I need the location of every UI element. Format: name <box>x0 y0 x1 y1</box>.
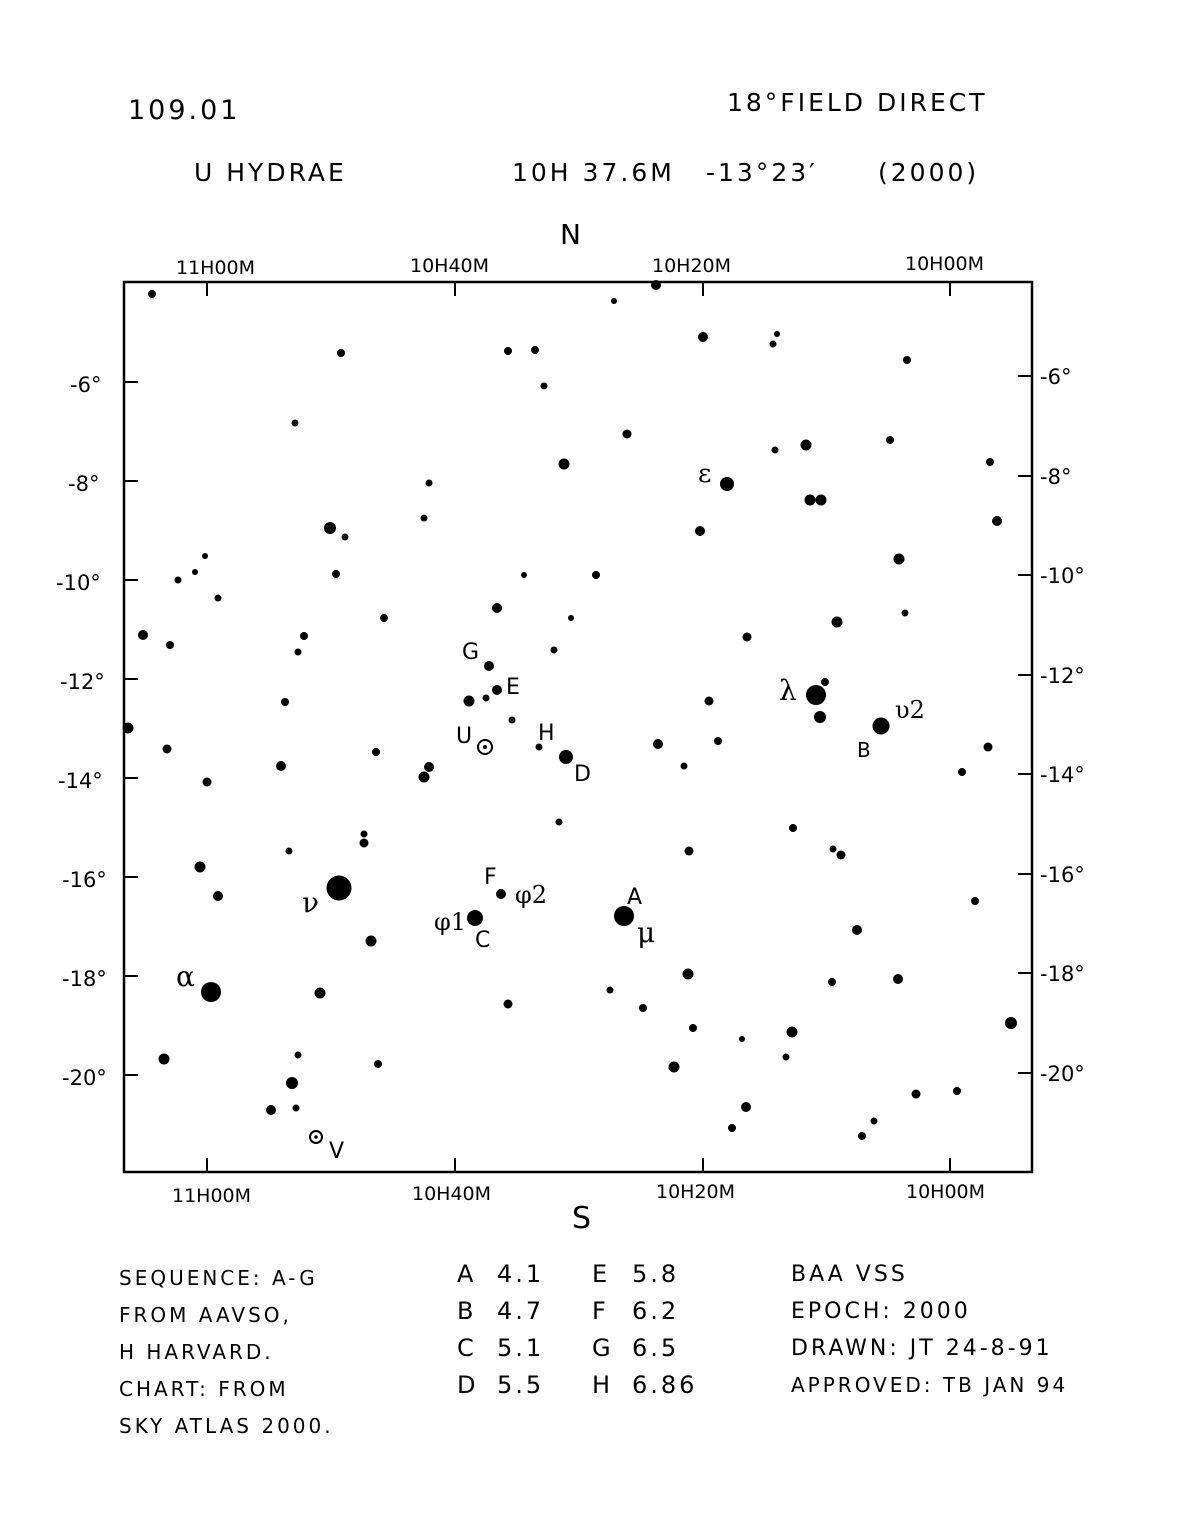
star <box>739 1036 745 1042</box>
star <box>195 862 206 873</box>
star <box>805 495 816 506</box>
star-nu <box>327 876 352 901</box>
star <box>984 743 993 752</box>
star <box>531 346 539 354</box>
star <box>163 745 172 754</box>
declination: -13°23′ <box>706 158 818 187</box>
star <box>902 610 909 617</box>
star-upsilon2 <box>873 718 890 735</box>
alpha-label: α <box>176 960 195 993</box>
star <box>774 331 780 337</box>
dec-right-label: -12° <box>1040 664 1085 688</box>
south-label: S <box>572 1201 592 1236</box>
star <box>300 632 308 640</box>
magnitude-row: D 5.5 <box>457 1371 545 1399</box>
magnitude-row: C 5.1 <box>457 1334 545 1362</box>
dec-left-label: -14° <box>58 769 103 793</box>
star <box>789 824 797 832</box>
star <box>681 763 688 770</box>
variable-u-label: U <box>456 724 473 749</box>
star <box>714 737 722 745</box>
star <box>361 831 368 838</box>
dec-right-label: -18° <box>1040 962 1085 986</box>
star <box>166 641 174 649</box>
star <box>607 987 614 994</box>
star <box>821 678 829 686</box>
star <box>175 577 182 584</box>
right-ascension: 10H 37.6M <box>512 158 675 187</box>
star <box>138 630 148 640</box>
star <box>568 615 574 621</box>
star <box>266 1105 276 1115</box>
star-lambda <box>806 685 826 705</box>
star-alpha <box>201 982 221 1002</box>
ra-bottom-label: 11H00M <box>172 1185 252 1207</box>
star <box>639 1004 647 1012</box>
magnitude-row: A 4.1 <box>457 1260 545 1288</box>
dec-right-label: -8° <box>1040 465 1072 489</box>
star <box>801 440 812 451</box>
star <box>295 649 302 656</box>
star <box>832 617 843 628</box>
star <box>894 554 905 565</box>
note-line: FROM AAVSO, <box>119 1303 292 1327</box>
star <box>858 1132 866 1140</box>
star <box>971 897 979 905</box>
chart-number: 109.01 <box>128 95 241 126</box>
star <box>315 988 326 999</box>
star <box>292 420 299 427</box>
star <box>286 848 293 855</box>
ra-top-label: 11H00M <box>176 257 256 279</box>
star <box>421 515 428 522</box>
field-description: 18°FIELD DIRECT <box>727 88 988 117</box>
ra-bottom-label: 10H00M <box>906 1181 986 1203</box>
star-epsilon <box>720 477 734 491</box>
star <box>852 925 862 935</box>
star <box>653 739 663 749</box>
note-line: CHART: FROM <box>119 1377 289 1401</box>
star <box>912 1090 921 1099</box>
phi2-label: φ2 <box>515 881 548 909</box>
star-d <box>559 750 573 764</box>
star <box>743 633 752 642</box>
star <box>828 978 836 986</box>
comparison-b-label: B <box>857 738 871 762</box>
dec-left-label: -16° <box>62 868 107 892</box>
star <box>202 553 208 559</box>
star <box>295 1052 302 1059</box>
star <box>953 1087 961 1095</box>
star <box>705 697 714 706</box>
star <box>192 569 198 575</box>
star <box>556 819 563 826</box>
note-line: H HARVARD. <box>119 1340 274 1364</box>
star <box>669 1062 680 1073</box>
comparison-a-label: A <box>627 885 643 910</box>
ra-bottom-label: 10H40M <box>412 1183 492 1205</box>
dec-right-label: -14° <box>1040 763 1085 787</box>
dec-right-label: -20° <box>1040 1062 1085 1086</box>
dec-left-label: -10° <box>56 571 101 595</box>
star <box>380 614 388 622</box>
star-phi2 <box>496 889 506 899</box>
star <box>770 341 777 348</box>
star <box>685 847 694 856</box>
star <box>419 772 430 783</box>
star <box>374 1060 382 1068</box>
star-phi1 <box>467 910 483 926</box>
star <box>689 1024 697 1032</box>
star <box>148 290 156 298</box>
star <box>293 1105 300 1112</box>
star <box>342 534 349 541</box>
dec-left-label: -8° <box>68 472 100 496</box>
star <box>623 430 632 439</box>
dec-left-label: -20° <box>62 1066 107 1090</box>
ra-top-label: 10H00M <box>905 253 985 275</box>
star <box>837 851 846 860</box>
star <box>366 936 377 947</box>
star <box>986 458 994 466</box>
dec-right-label: -16° <box>1040 863 1085 887</box>
star <box>695 526 705 536</box>
star <box>424 762 434 772</box>
star <box>683 969 694 980</box>
star <box>772 447 779 454</box>
comparison-g-label: G <box>462 640 480 665</box>
star <box>541 383 548 390</box>
credit-line: BAA VSS <box>791 1262 908 1287</box>
credit-line: DRAWN: JT 24-8-91 <box>791 1336 1053 1361</box>
star <box>203 778 212 787</box>
star <box>426 480 433 487</box>
star <box>504 347 512 355</box>
epoch: (2000) <box>878 158 980 187</box>
mu-label: μ <box>637 916 656 949</box>
magnitude-column-2 <box>592 1256 697 1404</box>
dec-left-label: -12° <box>60 670 105 694</box>
epsilon-label: ε <box>698 459 712 489</box>
credits <box>791 1256 1068 1404</box>
star <box>830 846 837 853</box>
star <box>893 974 903 984</box>
credit-line: APPROVED: TB JAN 94 <box>791 1373 1069 1397</box>
star <box>123 723 134 734</box>
note-line: SEQUENCE: A-G <box>119 1266 318 1290</box>
magnitude-row: B 4.7 <box>457 1297 545 1325</box>
nu-label: ν <box>302 886 320 919</box>
star <box>360 839 369 848</box>
north-label: N <box>560 218 581 251</box>
magnitude-row: H 6.86 <box>592 1371 698 1399</box>
chart-frame <box>124 282 1032 1172</box>
star <box>372 748 380 756</box>
comparison-e-label: E <box>506 675 520 700</box>
magnitude-row: G 6.5 <box>592 1334 680 1362</box>
variable-v-label: V <box>329 1139 345 1164</box>
star <box>871 1118 878 1125</box>
phi1-label: φ1 <box>434 908 467 936</box>
star <box>213 891 223 901</box>
variable-u-symbol <box>478 740 492 754</box>
dec-right-label: -10° <box>1040 564 1085 588</box>
note-line: SKY ATLAS 2000. <box>119 1414 334 1438</box>
star <box>651 280 661 290</box>
star <box>281 698 289 706</box>
magnitude-row: F 6.2 <box>592 1297 680 1325</box>
star <box>332 570 340 578</box>
star <box>509 717 516 724</box>
star <box>816 495 827 506</box>
comparison-f-label: F <box>484 865 497 890</box>
star <box>787 1027 798 1038</box>
sequence-notes <box>119 1260 334 1445</box>
dec-right-label: -6° <box>1040 365 1072 389</box>
star <box>215 595 222 602</box>
star <box>559 459 570 470</box>
star <box>159 1054 170 1065</box>
dec-left-label: -6° <box>70 373 102 397</box>
star <box>783 1054 790 1061</box>
comparison-h-label: H <box>538 721 555 746</box>
star <box>741 1102 751 1112</box>
star <box>483 695 490 702</box>
star <box>592 571 600 579</box>
dec-left-label: -18° <box>62 967 107 991</box>
star <box>484 661 494 671</box>
star <box>286 1077 298 1089</box>
star <box>611 298 617 304</box>
field-stars <box>123 280 1018 1140</box>
lambda-label: λ <box>779 674 797 707</box>
star <box>728 1124 736 1132</box>
star <box>992 516 1002 526</box>
star-name: U HYDRAE <box>194 158 347 187</box>
magnitude-column-1 <box>457 1256 544 1404</box>
upsilon2-label: υ2 <box>895 696 925 724</box>
ra-top-label: 10H20M <box>652 255 732 277</box>
star <box>492 603 502 613</box>
magnitude-row: E 5.8 <box>592 1260 680 1288</box>
comparison-c-label: C <box>475 928 491 953</box>
star <box>958 768 966 776</box>
star <box>698 332 708 342</box>
star <box>337 349 345 357</box>
star <box>551 647 558 654</box>
star <box>814 711 826 723</box>
star <box>903 356 911 364</box>
star <box>1005 1017 1017 1029</box>
comparison-d-label: D <box>574 762 591 787</box>
credit-line: EPOCH: 2000 <box>791 1299 971 1324</box>
star <box>324 522 336 534</box>
star <box>492 685 502 695</box>
star <box>521 572 527 578</box>
variable-v-symbol <box>310 1131 322 1143</box>
ra-top-label: 10H40M <box>410 255 490 277</box>
star <box>886 436 894 444</box>
star <box>276 761 286 771</box>
ra-bottom-label: 10H20M <box>656 1181 736 1203</box>
star <box>464 696 475 707</box>
star <box>504 1000 513 1009</box>
